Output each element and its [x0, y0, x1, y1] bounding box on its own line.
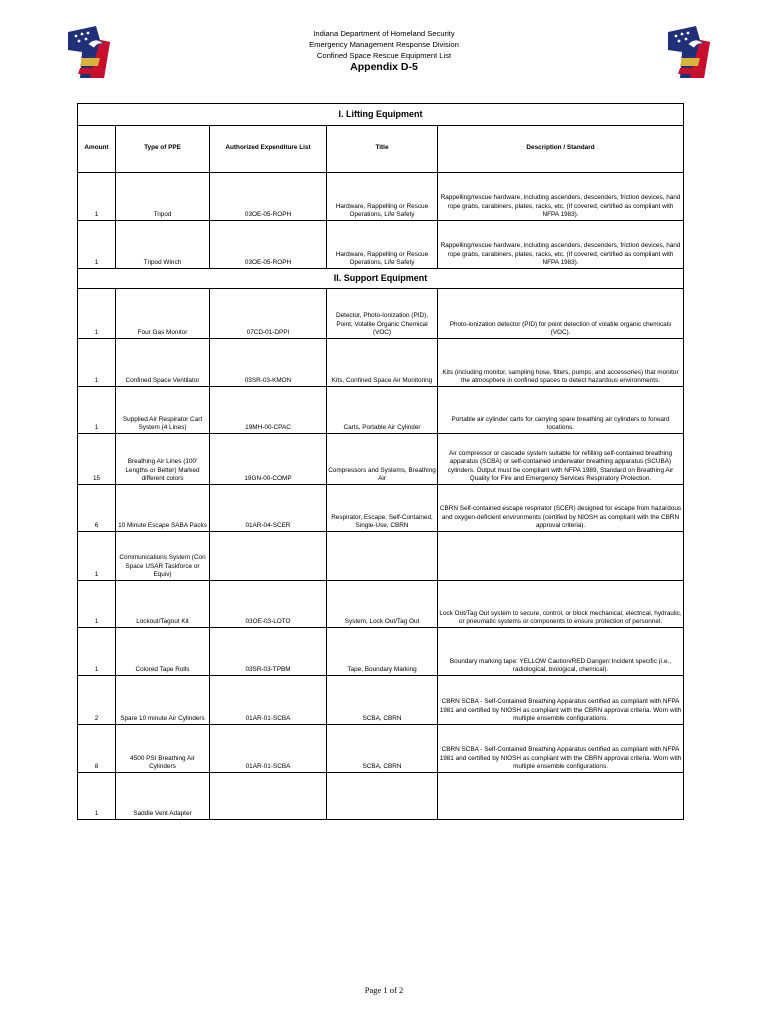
- amount-cell: 1: [78, 532, 116, 581]
- ael-cell: 03OE-05-ROPH: [210, 173, 327, 221]
- column-header-ael: Authorized Expenditure List: [210, 126, 327, 173]
- ael-cell: 19GN-00-COMP: [210, 434, 327, 485]
- column-header-row: [78, 126, 684, 173]
- type-cell: Four Gas Monitor: [116, 289, 210, 339]
- title-cell: Detector, Photo-Ionization (PID), Point, Volatile Organic Chemical (VOC): [327, 289, 438, 339]
- amount-cell: 1: [78, 289, 116, 339]
- column-header-amount: Amount: [78, 126, 116, 173]
- table-row: [78, 387, 684, 434]
- title-cell: SCBA, CBRN: [327, 676, 438, 725]
- description-cell: CBRN SCBA - Self-Contained Breathing Apparatus certified as compliant with NFPA 1981 and certified by NIOSH as compliant with the CBRN approval criteria. Worn with multiple ensemble configurations.: [438, 676, 684, 725]
- type-cell: Breathing Air Lines (100' Lengths or Better) Marked different colors: [116, 434, 210, 485]
- description-cell: Kits (including monitor, sampling hose, filters, pumps, and accessories) that monitor the atmosphere in confined spaces to detect hazardous environments.: [438, 339, 684, 387]
- description-cell: Boundary marking tape: YELLOW Caution/RED Danger/ Incident specific (i.e., radiological, biological, chemical).: [438, 628, 684, 676]
- title-cell: Carts, Portable Air Cylinder: [327, 387, 438, 434]
- ael-cell: [210, 532, 327, 581]
- type-cell: Saddle Vent Adapter: [116, 773, 210, 820]
- type-cell: 4500 PSI Breathing Air Cylinders: [116, 725, 210, 773]
- column-header-type: Type of PPE: [116, 126, 210, 173]
- header-division: Emergency Management Response Division: [309, 40, 459, 49]
- description-cell: Lock Out/Tag Out system to secure, control, or block mechanical, electrical, hydraulic, or pneumatic systems or components to ensure protection of personnel.: [438, 581, 684, 628]
- ael-cell: [210, 773, 327, 820]
- amount-cell: 1: [78, 221, 116, 269]
- type-cell: Communications System (Con Space USAR Taskforce or Equiv): [116, 532, 210, 581]
- amount-cell: 1: [78, 387, 116, 434]
- section-heading-lifting: I. Lifting Equipment: [78, 104, 684, 126]
- ael-cell: 01AR-04-SCER: [210, 485, 327, 532]
- section-heading-row: [78, 269, 684, 289]
- ael-cell: 03OE-05-ROPH: [210, 221, 327, 269]
- header-list-name: Confined Space Rescue Equipment List: [316, 51, 452, 60]
- title-cell: System, Lock Out/Tag Out: [327, 581, 438, 628]
- header-agency: Indiana Department of Homeland Security: [313, 29, 455, 38]
- appendix-title: Appendix D-5: [350, 61, 418, 73]
- amount-cell: 1: [78, 339, 116, 387]
- type-cell: Supplied Air Respirator Cart System (4 Lines): [116, 387, 210, 434]
- title-cell: SCBA, CBRN: [327, 725, 438, 773]
- amount-cell: 15: [78, 434, 116, 485]
- amount-cell: 1: [78, 581, 116, 628]
- title-cell: Hardware, Rappelling or Rescue Operations, Life Safety: [327, 173, 438, 221]
- amount-cell: 1: [78, 173, 116, 221]
- section-heading-support: II. Support Equipment: [78, 269, 684, 289]
- description-cell: Air compressor or cascade system suitable for refilling self-contained breathing apparatus (SCBA) or self-contained underwater breathing apparatus (SCUBA) cylinders. Output must be compliant with NFPA 1989, Standard on Breathing Air Quality for Fire and Emergency Services Respiratory Protection.: [438, 434, 684, 485]
- ael-cell: 07CD-01-DPPI: [210, 289, 327, 339]
- amount-cell: 2: [78, 676, 116, 725]
- title-cell: Compressors and Systems, Breathing Air: [327, 434, 438, 485]
- table-row: [78, 773, 684, 820]
- amount-cell: 8: [78, 725, 116, 773]
- ael-cell: 01AR-01-SCBA: [210, 725, 327, 773]
- title-cell: Tape, Boundary Marking: [327, 628, 438, 676]
- description-cell: [438, 773, 684, 820]
- type-cell: Confined Space Ventilator: [116, 339, 210, 387]
- title-cell: [327, 532, 438, 581]
- ael-cell: 01AR-01-SCBA: [210, 676, 327, 725]
- table-row: [78, 434, 684, 485]
- amount-cell: 1: [78, 628, 116, 676]
- ael-cell: 19MH-00-CPAC: [210, 387, 327, 434]
- ael-cell: 03OE-03-LOTO: [210, 581, 327, 628]
- type-cell: Tripod: [116, 173, 210, 221]
- column-header-title: Title: [327, 126, 438, 173]
- description-cell: Portable air cylinder carts for carrying spare breathing air cylinders to forward locations.: [438, 387, 684, 434]
- type-cell: Spare 10 minute Air Cylinders: [116, 676, 210, 725]
- amount-cell: 1: [78, 773, 116, 820]
- type-cell: Tripod Winch: [116, 221, 210, 269]
- description-cell: Rappelling/rescue hardware, including ascenders, descenders, friction devices, hand rope grabs, carabiners, plates, racks, etc. (If covered, certified as compliant with NFPA 1983).: [438, 173, 684, 221]
- title-cell: Respirator, Escape, Self-Contained, Single-Use, CBRN: [327, 485, 438, 532]
- table-row: [78, 485, 684, 532]
- title-cell: Kits, Confined Space Air Monitoring: [327, 339, 438, 387]
- table-row: [78, 289, 684, 339]
- type-cell: Colored Tape Rolls: [116, 628, 210, 676]
- description-cell: CBRN Self-contained escape respirator (SCER) designed for escape from hazardous and oxygen-deficient environments (certified by NIOSH as compliant with the CBRN approval criteria).: [438, 485, 684, 532]
- column-header-description: Description / Standard: [438, 126, 684, 173]
- description-cell: [438, 532, 684, 581]
- section-heading-row: [78, 104, 684, 126]
- table-row: [78, 339, 684, 387]
- amount-cell: 6: [78, 485, 116, 532]
- table-row: [78, 173, 684, 221]
- description-cell: CBRN SCBA - Self-Contained Breathing Apparatus certified as compliant with NFPA 1981 and certified by NIOSH as compliant with the CBRN approval criteria. Worn with multiple ensemble configurations.: [438, 725, 684, 773]
- idhs-logo-right: [660, 22, 718, 82]
- type-cell: Lockout/Tagout Kit: [116, 581, 210, 628]
- equipment-table: [77, 103, 684, 820]
- description-cell: Rappelling/rescue hardware, including ascenders, descenders, friction devices, hand rope grabs, carabiners, plates, racks, etc. (If covered, certified as compliant with NFPA 1983).: [438, 221, 684, 269]
- table-row: [78, 532, 684, 581]
- ael-cell: 03SR-03-TPBM: [210, 628, 327, 676]
- table-row: [78, 581, 684, 628]
- title-cell: [327, 773, 438, 820]
- table-row: [78, 628, 684, 676]
- table-row: [78, 676, 684, 725]
- page-number: Page 1 of 2: [364, 985, 404, 995]
- idhs-logo-left: [60, 22, 118, 82]
- table-row: [78, 221, 684, 269]
- type-cell: 10 Minute Escape SABA Packs: [116, 485, 210, 532]
- document-header: [200, 28, 568, 74]
- title-cell: Hardware, Rappelling or Rescue Operations, Life Safety: [327, 221, 438, 269]
- description-cell: Photo-ionization detector (PID) for point detection of volatile organic chemicals (VOC).: [438, 289, 684, 339]
- ael-cell: 03SR-03-KMON: [210, 339, 327, 387]
- table-row: [78, 725, 684, 773]
